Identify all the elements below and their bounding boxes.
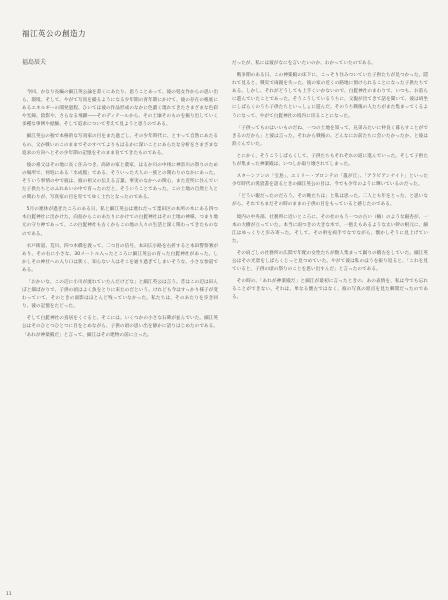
paragraph: そして白髭神社の鳥居をくぐると、そこには、いくつかの小さな石碑が並んでいた。細江英公はそのひとつひとつに目をとめながら、子供の頃の思い出を静かに語りはじめたのである。「あれが神楽殿だ」と言って、細江はその建物の前に立った。 <box>22 316 218 338</box>
paragraph: だったが、私には彼がなにを言いたいのか、わかっていたのである。 <box>232 61 376 66</box>
paragraph: 「子供ってものはいいものだね、一つの土地を知って、兄弟みたいに仲良く暮らすことができるのだから」と彼は言った。それから戦後の、どんなにお前たちに会いたかったか、と彼は涙ぐんでいた。 <box>232 125 428 147</box>
paragraph: 「おかいな、この辺に小川が流れていたんだけどな」と細江英公は言う。昔はこの辺は田んぼと畑ばかりで、子供の頃はよく魚をとりに来たのだという。けれども今はすっかり様子が変わっていて、そのときの面影はほとんど残っていなかった。私たちは、そのあたりを歩き回り、彼の記憶をたどった。 <box>22 279 218 310</box>
paragraph: 戦争期のある日、この神楽殿の床下に、こっそり住みついていた子供たちが見つかった。隠れて見ると、戦災で両親を失った、彼の家の近くの路地に預けられることになった子供たちである。しかし、それがどうしても上手くいかないので、白髭神社のまわりで、いつも、お前らに遊んでいたことであった。そうこうしているうちに、父親が出てきて話を聞いて、彼は胡坐にしばらくのうち子供たちといっしょに遊んだ。そのうち戦後の人たちがまた集まってくるようになって、やがて白髭神社の境内に戻ることになった。 <box>232 73 428 119</box>
author-name: 福島辰夫 <box>22 59 47 66</box>
paragraph: 境内の中央部、社務所に近いところに、その社のもう一つの古い（楠）のような銀杏が、一本の大樹が立っていた。本当に雨つきの大きな木で、一抱えもあるような太い幹の根元に、細江はゆっくりと歩み寄った。そして、その幹を両手でなでながら、懐かしそうに見上げていた。 <box>232 214 428 244</box>
right-column <box>232 60 428 306</box>
paragraph: 彼の祖父はその地に長く住みつき、高砂の家と農家、はるか川の中州に神奈川の祭りのための場所で、何処にある「水成館」である、そういった大人の一族との関わりのなかにあった。そういう事情の中で彼は、彼の祖父の伝える言葉、事実のなかへの関心、また近所に住んでいた子供たちとのふれあいの中で育ったのだと、そういうことであった。この土地の自然と人との関わりが、写真家の目を育ててゆく土台となったのである。 <box>22 162 218 201</box>
paragraph: 今回、かなり長編の細江英公論を書くにあたり、思うことあって、彼の処女作からの思い出ら、環境、そして、やがて写真を撮るようになる少年期の青年期にかけて、彼の存在の根底にあるエネルギーの開発過程、ひいては彼の作品形成のなかに色濃く現れてきたさまざまな色彩や光線、陰影や、さらなる飛躍――そのディテールから、その土壌そのものを掘り出していく多種な事例や経験、そして追求について考えて見ようと思うのである。 <box>22 90 218 128</box>
paragraph: 5月の連休が過ぎたころのある日、私と細江英公は連れだって墨田区の本所の木にある四つ木白髭神社に出かけた。向島からこのあたりにかけての白髭神社はその土地の神様、つまり地元の守り神であって、この白髭神社も古くからこの地の人々の生活と深く関わってきたものなのである。 <box>22 207 218 237</box>
paragraph: その時の、「あれが神楽殿だ」と細江が最初に言ったときの、あの表情を、私は今でも忘れることができない。それは、単なる懐古ではなく、彼の写真の原点を見た瞬間だったのである。 <box>232 279 428 301</box>
paragraph: 細江英公の独で本格的な写真家の目をまた過ごし、その少年時代に、とすって自然にあたるもの、父か戦いのこのままでそのすべてよりもはるかに深いことにあらたな分析をさまざまな追求の方向へとその少年期の記憶をそのまま育ててきたものである。 <box>22 134 218 156</box>
left-column <box>22 89 218 344</box>
page-title: 福江英公の創造力 <box>22 29 86 38</box>
paragraph: スターンソンの「宝島」、エミリー・ブロンテの「嵐が丘」、「アラビアンナイト」といった少年時代の愛読書を語るときの細江英公の目は、今でも少年のように輝いているのだった。 <box>232 174 428 188</box>
paragraph: その肩ごしの社務所の広間で年配の女性たちが数人集まって踊りの稽古をしていた。細江英公はその光景をしばらくじっと見つめていた。やがて彼は私のほうを振り返ると、「これを見ていると、子供の頃の祭りのことを思い出すんだ」と言ったのである。 <box>232 250 428 273</box>
paragraph: 水戸街道、荒川、四つ木橋を渡って、二つ目の信号、本田広小路を右折すると本田警察署があり、その右に小さな、30メートル入ったところに細江英公の育った白髭神社があった。しかしその神社への入り口は狭く、知らない人はそこを通り過ぎてしまいそうな、小さな参道である。 <box>22 243 218 273</box>
paragraph: とにかく、そうこうしばらくして、子供たちもそれぞれの道に進んでいった。そして子供たちが集まった神楽殿は、いつしか取り壊されてしまった。 <box>232 153 428 168</box>
paragraph: 「どうい親だったのだろう。その晩たちは」と私は思った。二人とも年をとった、と思いながら、それでもまだその時のままの子供の目をもっていると感じたのである。 <box>232 194 428 208</box>
page-number: 11 <box>6 592 12 597</box>
